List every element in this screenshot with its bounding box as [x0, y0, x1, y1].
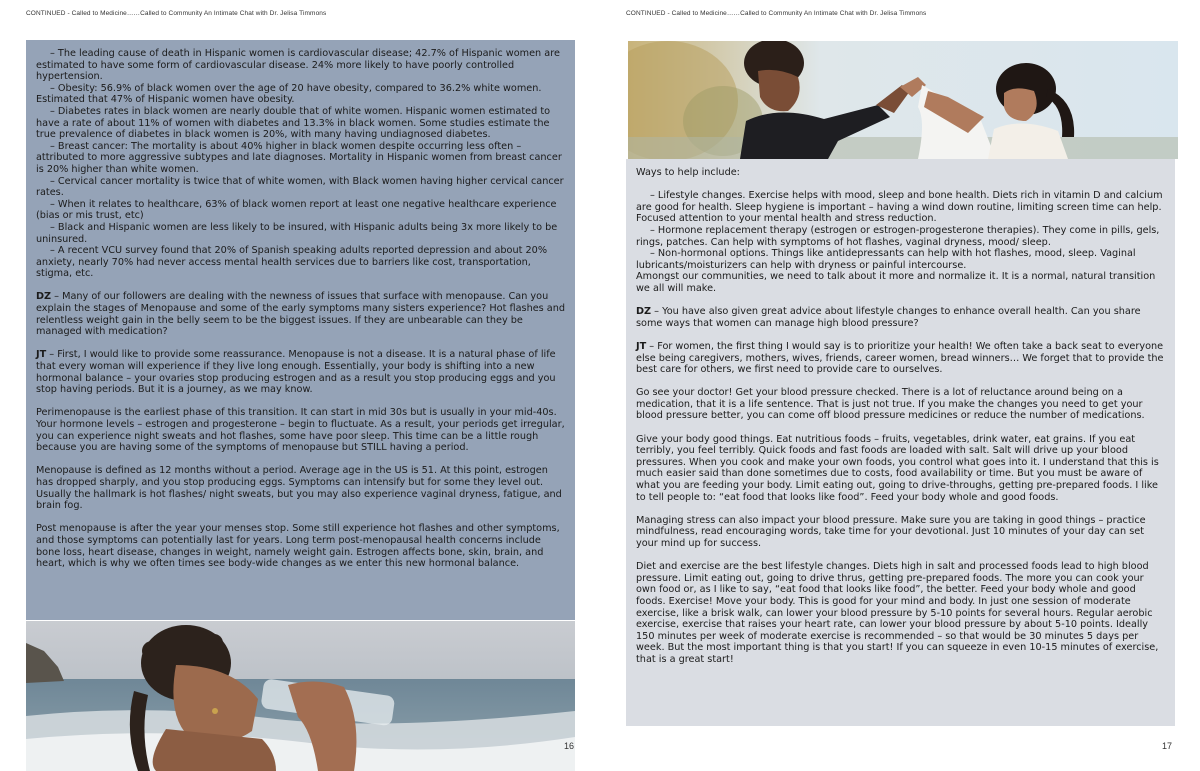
speaker-dz: DZ: [636, 306, 652, 318]
ways-intro: Ways to help include:: [636, 167, 740, 178]
article-text-box: [26, 40, 575, 620]
question-blood-pressure: [636, 306, 1165, 329]
answer-menopause: [36, 349, 567, 395]
paragraph-menopause: Menopause is defined as 12 months without a period. Average age in the US is 51. At this point, estrogen has dropped sharply, and you stop producing eggs. Symptoms can intensify but for some they level out. Usually the hallmark is hot flashes/ night sweats, but you may also experience vaginal dryness, fatigue, and brain fog.: [36, 465, 562, 512]
ways-outro: Amongst our communities, we need to talk about it more and normalize it. It is a normal, natural transition we all will make.: [636, 271, 1156, 294]
right-page: [600, 0, 1200, 771]
page-number: 16: [564, 741, 575, 751]
page-number: 17: [1162, 741, 1173, 751]
way-non-hormonal: – Non-hormonal options. Things like antidepressants can help with hot flashes, mood, sleep. Vaginal lubricants/moisturizers can help with dryness or painful intercourse.: [636, 248, 1136, 271]
stat-insurance: – Black and Hispanic women are less likely to be insured, with Hispanic adults being 3x more likely to be uninsured.: [36, 221, 558, 245]
question-text: – You have also given great advice about lifestyle changes to enhance overall health. Can you share some ways that women can manage high blood pressure?: [636, 306, 1141, 329]
stat-cervical-cancer: – Cervical cancer mortality is twice that of white women, with Black women having higher cervical cancer rates.: [36, 175, 564, 199]
stat-breast-cancer: – Breast cancer: The mortality is about 40% higher in black women despite occurring less often – attributed to more aggressive subtypes and late diagnoses. Mortality in Hispanic women from breast cancer is 20% higher than white women.: [36, 140, 562, 175]
paragraph-see-doctor: Go see your doctor! Get your blood pressure checked. There is a lot of reluctance around being on a medication, that it is a life sentence. That is just not true. If you make the changes you need to get your blood pressure better, you can come off blood pressure medicines or reduce the number of medications.: [636, 387, 1145, 422]
way-hormone-therapy: – Hormone replacement therapy (estrogen or estrogen-progesterone therapies). They come in pills, gels, rings, patches. Can help with symptoms of hot flashes, vaginal dryness, mood/ sleep.: [636, 224, 1160, 248]
running-header: CONTINUED - Called to Medicine……Called to Community An Intimate Chat with Dr. Jelisa Timmons: [626, 10, 927, 17]
paragraph-stress: Managing stress can also impact your blood pressure. Make sure you are taking in good things – practice mindfulness, read encouraging words, take time for your devotional. Just 10 minutes of your day can set your mind up for success.: [636, 514, 1146, 549]
woman-drinking-water-photo: [26, 621, 575, 771]
answer-text: – For women, the first thing I would say is to prioritize your health! We often take a back seat to everyone else being caregivers, mothers, wives, friends, career women, bread winners… We forget that to provide the best care for others, we first need to provide care to ourselves.: [636, 340, 1164, 376]
paragraph-post-menopause: Post menopause is after the year your menses stop. Some still experience hot flashes and other symptoms, and those symptoms can potentially last for years. Long term post-menopausal health concerns include bone loss, heart disease, changes in weight, namely weight gain. Estrogen affects bone, skin, brain, and heart, which is why we often times see body-wide changes as we enter this new hormonal balance.: [36, 523, 560, 570]
paragraph-perimenopause: Perimenopause is the earliest phase of this transition. It can start in mid 30s but is usually in your mid-40s. Your hormone levels – estrogen and progesterone – begin to fluctuate. As a result, your periods get irregular, you can experience night sweats and hot flashes, some have poor sleep. This time can be a little rough because you are having some of the symptoms of menopause but STILL having a period.: [36, 407, 565, 454]
running-header: CONTINUED - Called to Medicine……Called to Community An Intimate Chat with Dr. Jelisa Timmons: [26, 10, 327, 17]
stat-mental-health: – A recent VCU survey found that 20% of Spanish speaking adults reported depression and about 20% anxiety, nearly 70% had never access mental health services due to barriers like cost, transportation, stigma, etc.: [36, 245, 548, 280]
stat-healthcare: – When it relates to healthcare, 63% of black women report at least one negative healthcare experience (bias or mis trust, etc): [36, 198, 557, 222]
article-text-box: [626, 159, 1175, 726]
speaker-jt: JT: [36, 349, 47, 361]
stat-diabetes: – Diabetes rates in black women are nearly double that of white women. Hispanic women estimated to have a rate of about 11% of women with diabetes and 13.3% in black women. Some studies estimate the true prevalence of diabetes in black women is 20%, with many having undiagnosed diabetes.: [36, 105, 551, 141]
women-high-five-photo: [628, 41, 1178, 159]
speaker-jt: JT: [636, 340, 647, 352]
way-lifestyle: – Lifestyle changes. Exercise helps with mood, sleep and bone health. Diets rich in vitamin D and calcium are good for health. Sleep hygiene is important – having a wind down routine, limiting screen time can help. Focused attention to your mental health and stress reduction.: [636, 190, 1163, 225]
stat-cardiovascular: – The leading cause of death in Hispanic women is cardiovascular disease; 42.7% of Hispanic women are estimated to have some form of cardiovascular disease. 24% more likely to have poorly controlled hypertension.: [36, 48, 560, 83]
answer-blood-pressure: [636, 341, 1165, 376]
question-menopause: [36, 291, 567, 337]
stat-obesity: – Obesity: 56.9% of black women over the age of 20 have obesity, compared to 36.2% white women. Estimated that 47% of Hispanic women have obesity.: [36, 82, 542, 106]
question-text: – Many of our followers are dealing with the newness of issues that surface with menopause. Can you explain the stages of Menopause and some of the early symptoms many sisters experience? Hot flashes and relentless weight gain in the belly seem to be the biggest issues. If they are unbearable can they be managed with medication?: [36, 291, 566, 338]
speaker-dz: DZ: [36, 291, 52, 303]
paragraph-good-food: Give your body good things. Eat nutritious foods – fruits, vegetables, drink water, eat grains. If you eat terribly, you feel terribly. Quick foods and fast foods are loaded with salt. Salt will drive up your blood pressures. When you cook and make your own foods, you control what goes into it. I understand that this is much easier said than done sometimes due to costs, food availability or time. But you must be aware of what you are feeding your body. Limit eating out, going to drive-throughs, getting pre-prepared foods. I like to tell people to: “eat food that looks like food”. Feed your body whole and good foods.: [636, 433, 1159, 503]
answer-text: – First, I would like to provide some reassurance. Menopause is not a disease. It is a natural phase of life that every woman will experience if they live long enough. Essentially, your body is shifting into a new hormonal balance – your ovaries stop producing estrogen and as a result you stop producing eggs and you stop having periods. But it is a journey, as we may know.: [36, 349, 556, 396]
paragraph-diet-exercise: Diet and exercise are the best lifestyle changes. Diets high in salt and processed foods lead to high blood pressure. Limit eating out, going to drive thrus, getting pre-prepared foods. The more you can cook your own food or, as I like to say, “eat food that looks like food”, the better. Feed your body whole and good foods. Exercise! Move your body. This is good for your mind and body. In just one session of moderate exercise, like a brisk walk, can lower your blood pressure by 5-10 points for several hours. Regular aerobic exercise, exercise that raises your heart rate, can lower your blood pressure by about 5-10 points. Ideally 150 minutes per week of moderate exercise is recommended – so that would be 30 minutes 5 days per week. But the most important thing is that you start! If you can squeeze in even 10-15 minutes of exercise, that is a great start!: [636, 561, 1159, 665]
